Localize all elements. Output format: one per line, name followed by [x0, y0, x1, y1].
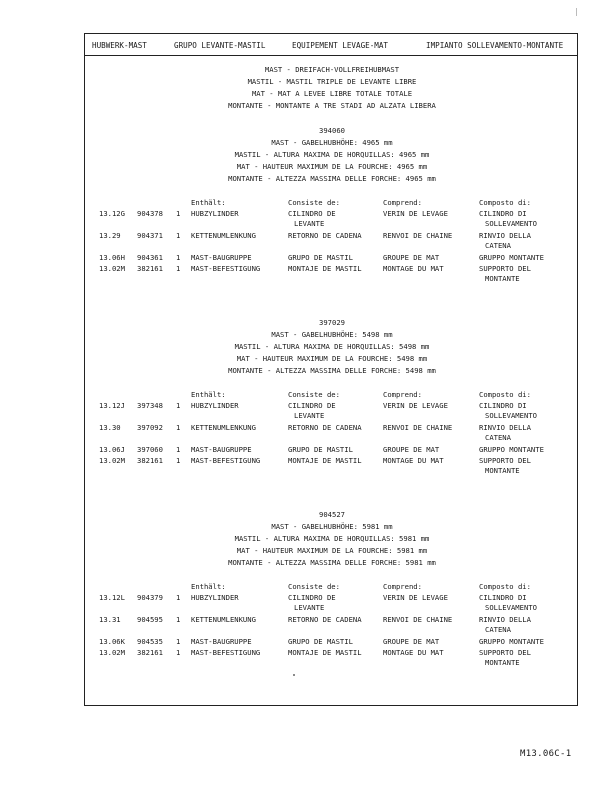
column-header-consists: Consiste de: [288, 582, 340, 591]
row-quantity: 1 [176, 264, 181, 273]
row-description-it: MONTANTE [485, 466, 520, 475]
row-ref-number: 13.02M [99, 264, 125, 273]
row-description-it: GRUPPO MONTANTE [479, 445, 544, 454]
row-description-es: CILINDRO DE [288, 209, 336, 218]
section-spec-line: MASTIL - ALTURA MAXIMA DE HORQUILLAS: 5498 mm [234, 342, 430, 351]
row-description-de: HUBZYLINDER [191, 209, 239, 218]
row-ref-number: 13.31 [99, 615, 121, 624]
section-spec-line: MAT - HAUTEUR MAXIMUM DE LA FOURCHE: 4965 mm [236, 162, 428, 171]
row-ref-number: 13.02M [99, 648, 125, 657]
section-spec-line: MONTANTE - ALTEZZA MASSIMA DELLE FORCHE: 5981 mm [228, 558, 436, 567]
row-part-number: 904378 [137, 209, 163, 218]
row-description-fr: RENVOI DE CHAINE [383, 231, 453, 240]
row-description-fr: GROUPE DE MAT [383, 253, 440, 262]
row-quantity: 1 [176, 615, 181, 624]
column-header-contains: Enthält: [191, 198, 226, 207]
row-ref-number: 13.29 [99, 231, 121, 240]
row-quantity: 1 [176, 593, 181, 602]
row-description-de: MAST-BEFESTIGUNG [191, 264, 261, 273]
row-description-es: RETORNO DE CADENA [288, 423, 362, 432]
column-header-consists: Consiste de: [288, 198, 340, 207]
row-description-de: MAST-BAUGRUPPE [191, 253, 252, 262]
row-ref-number: 13.12L [99, 593, 125, 602]
row-description-fr: MONTAGE DU MAT [383, 456, 444, 465]
column-header-composed: Composto di: [479, 582, 531, 591]
row-ref-number: 13.06H [99, 253, 125, 262]
row-description-fr: RENVOI DE CHAINE [383, 423, 453, 432]
row-description-it: CILINDRO DI [479, 593, 527, 602]
row-quantity: 1 [176, 401, 181, 410]
row-description-de: KETTENUMLENKUNG [191, 423, 256, 432]
row-part-number: 382161 [137, 264, 163, 273]
row-description-es: LEVANTE [294, 603, 325, 612]
row-description-es: LEVANTE [294, 411, 325, 420]
row-part-number: 382161 [137, 456, 163, 465]
column-header-composed: Composto di: [479, 390, 531, 399]
row-description-it: SUPPORTO DEL [479, 456, 531, 465]
row-description-it: CATENA [485, 241, 511, 250]
row-description-it: GRUPPO MONTANTE [479, 637, 544, 646]
section-spec-line: MASTIL - ALTURA MAXIMA DE HORQUILLAS: 4965 mm [234, 150, 430, 159]
row-description-de: KETTENUMLENKUNG [191, 231, 256, 240]
section-spec-line: MAT - HAUTEUR MAXIMUM DE LA FOURCHE: 5498 mm [236, 354, 428, 363]
row-description-it: MONTANTE [485, 274, 520, 283]
row-ref-number: 13.02M [99, 456, 125, 465]
row-quantity: 1 [176, 456, 181, 465]
row-part-number: 904535 [137, 637, 163, 646]
row-part-number: 904595 [137, 615, 163, 624]
row-description-de: MAST-BEFESTIGUNG [191, 456, 261, 465]
row-description-it: GRUPPO MONTANTE [479, 253, 544, 262]
section-part-number: 904527 [319, 510, 345, 519]
row-description-de: MAST-BAUGRUPPE [191, 445, 252, 454]
row-description-es: MONTAJE DE MASTIL [288, 648, 362, 657]
intro-line: MAST - DREIFACH-VOLLFREIHUBMAST [264, 65, 400, 74]
row-description-es: RETORNO DE CADENA [288, 231, 362, 240]
header-col-de: HUBWERK-MAST [92, 41, 147, 50]
header-col-es: GRUPO LEVANTE-MASTIL [174, 41, 266, 50]
header-col-fr: EQUIPEMENT LEVAGE-MAT [292, 41, 389, 50]
row-description-it: SOLLEVAMENTO [485, 603, 537, 612]
row-description-fr: MONTAGE DU MAT [383, 264, 444, 273]
row-description-fr: MONTAGE DU MAT [383, 648, 444, 657]
row-description-fr: VERIN DE LEVAGE [383, 209, 448, 218]
row-description-es: CILINDRO DE [288, 593, 336, 602]
row-description-it: SUPPORTO DEL [479, 264, 531, 273]
stray-dot [293, 674, 295, 676]
column-header-comprises: Comprend: [383, 198, 422, 207]
section-spec-line: MAST - GABELHUBHÖHE: 5981 mm [271, 522, 393, 531]
row-ref-number: 13.12G [99, 209, 125, 218]
row-description-it: CATENA [485, 433, 511, 442]
row-quantity: 1 [176, 445, 181, 454]
row-description-es: CILINDRO DE [288, 401, 336, 410]
column-header-consists: Consiste de: [288, 390, 340, 399]
header-bar [85, 34, 577, 56]
row-description-fr: VERIN DE LEVAGE [383, 401, 448, 410]
row-description-it: RINVIO DELLA [479, 615, 531, 624]
row-ref-number: 13.30 [99, 423, 121, 432]
column-header-comprises: Comprend: [383, 390, 422, 399]
page-code: M13.06C-1 [520, 749, 572, 759]
row-description-de: KETTENUMLENKUNG [191, 615, 256, 624]
section-spec-line: MAT - HAUTEUR MAXIMUM DE LA FOURCHE: 5981 mm [236, 546, 428, 555]
row-part-number: 904379 [137, 593, 163, 602]
row-description-it: MONTANTE [485, 658, 520, 667]
row-part-number: 382161 [137, 648, 163, 657]
row-description-es: GRUPO DE MASTIL [288, 637, 353, 646]
section-spec-line: MONTANTE - ALTEZZA MASSIMA DELLE FORCHE: 5498 mm [228, 366, 436, 375]
row-description-de: MAST-BEFESTIGUNG [191, 648, 261, 657]
column-header-composed: Composto di: [479, 198, 531, 207]
row-part-number: 397092 [137, 423, 163, 432]
section-spec-line: MASTIL - ALTURA MAXIMA DE HORQUILLAS: 5981 mm [234, 534, 430, 543]
intro-line: MONTANTE - MONTANTE A TRE STADI AD ALZATA LIBERA [228, 101, 436, 110]
row-description-it: CILINDRO DI [479, 401, 527, 410]
row-part-number: 904371 [137, 231, 163, 240]
section-part-number: 394060 [319, 126, 345, 135]
intro-line: MAT - MAT A LEVEE LIBRE TOTALE TOTALE [251, 89, 413, 98]
row-description-it: RINVIO DELLA [479, 231, 531, 240]
section-part-number: 397029 [319, 318, 345, 327]
row-quantity: 1 [176, 231, 181, 240]
section-spec-line: MONTANTE - ALTEZZA MASSIMA DELLE FORCHE: 4965 mm [228, 174, 436, 183]
row-description-de: MAST-BAUGRUPPE [191, 637, 252, 646]
row-part-number: 397060 [137, 445, 163, 454]
row-quantity: 1 [176, 648, 181, 657]
column-header-comprises: Comprend: [383, 582, 422, 591]
row-description-es: GRUPO DE MASTIL [288, 253, 353, 262]
row-description-fr: VERIN DE LEVAGE [383, 593, 448, 602]
row-description-es: LEVANTE [294, 219, 325, 228]
row-part-number: 904361 [137, 253, 163, 262]
intro-line: MASTIL - MASTIL TRIPLE DE LEVANTE LIBRE [247, 77, 417, 86]
row-description-it: SOLLEVAMENTO [485, 411, 537, 420]
section-spec-line: MAST - GABELHUBHÖHE: 4965 mm [271, 138, 393, 147]
row-description-es: GRUPO DE MASTIL [288, 445, 353, 454]
row-ref-number: 13.12J [99, 401, 125, 410]
row-description-de: HUBZYLINDER [191, 401, 239, 410]
row-description-es: RETORNO DE CADENA [288, 615, 362, 624]
section-spec-line: MAST - GABELHUBHÖHE: 5498 mm [271, 330, 393, 339]
row-quantity: 1 [176, 423, 181, 432]
row-part-number: 397348 [137, 401, 163, 410]
row-description-fr: GROUPE DE MAT [383, 445, 440, 454]
row-description-fr: GROUPE DE MAT [383, 637, 440, 646]
row-description-it: CATENA [485, 625, 511, 634]
row-description-it: CILINDRO DI [479, 209, 527, 218]
row-quantity: 1 [176, 209, 181, 218]
row-quantity: 1 [176, 253, 181, 262]
column-header-contains: Enthält: [191, 582, 226, 591]
row-description-it: RINVIO DELLA [479, 423, 531, 432]
document-frame [84, 33, 578, 706]
corner-mark [576, 8, 577, 16]
row-description-it: SOLLEVAMENTO [485, 219, 537, 228]
row-description-it: SUPPORTO DEL [479, 648, 531, 657]
row-description-es: MONTAJE DE MASTIL [288, 456, 362, 465]
header-col-it: IMPIANTO SOLLEVAMENTO-MONTANTE [426, 41, 564, 50]
row-quantity: 1 [176, 637, 181, 646]
row-description-fr: RENVOI DE CHAINE [383, 615, 453, 624]
row-description-de: HUBZYLINDER [191, 593, 239, 602]
row-description-es: MONTAJE DE MASTIL [288, 264, 362, 273]
row-ref-number: 13.06J [99, 445, 125, 454]
column-header-contains: Enthält: [191, 390, 226, 399]
row-ref-number: 13.06K [99, 637, 125, 646]
